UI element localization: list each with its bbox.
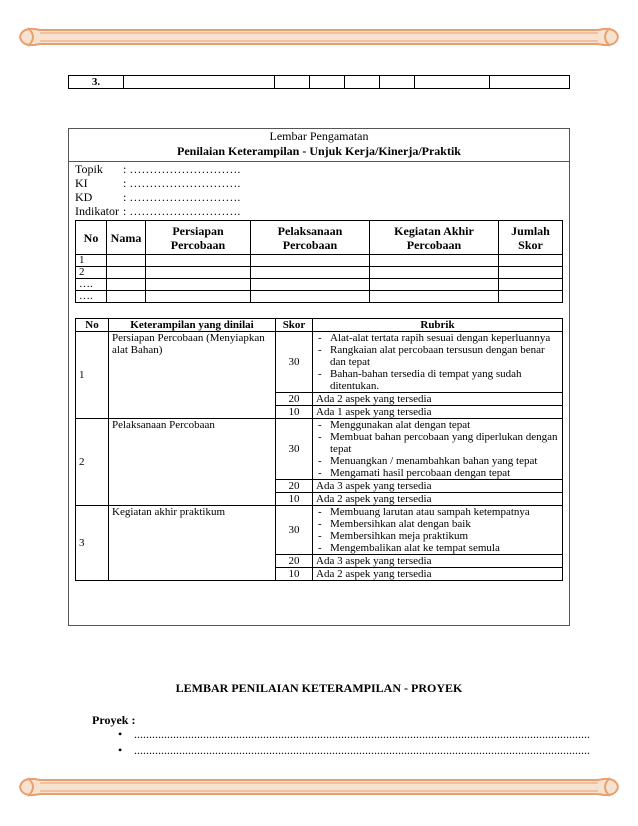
rubric-list: - Menggunakan alat dengan tepat - Membuat bahan percobaan yang diperlukan dengan tepat - Menuangkan / menambahkan bahan yang tepat - Mengamati hasil percobaan dengan tepat xyxy=(313,419,563,480)
field-kd: KD : ………………………. xyxy=(75,190,241,204)
row-number: 3. xyxy=(69,76,124,89)
col-no: No xyxy=(76,221,107,255)
skill-label: Pelaksanaan Percobaan xyxy=(109,419,276,506)
scroll-banner-bottom-icon xyxy=(18,772,620,802)
scroll-banner-top-icon xyxy=(18,22,620,52)
col-pelaksanaan: Pelaksanaan Percobaan xyxy=(251,221,370,255)
rubric-row: 1 Persiapan Percobaan (Menyiapkan alat Bahan) 30 - Alat-alat tertata rapih sesuai dengan keperluannya - Rangkaian alat percobaan tersusun dengan benar dan tepat - Bahan-bahan tersedia di tempat yang sudah ditentukan. xyxy=(76,332,563,393)
bullet-icon: • xyxy=(118,743,123,757)
rubric-row: 3 Kegiatan akhir praktikum 30 - Membuang larutan atau sampah ketempatnya - Membersihkan alat dengan baik - Membersihkan meja praktikum - Mengembalikan alat ke tempat semula xyxy=(76,506,563,555)
skill-label: Persiapan Percobaan (Menyiapkan alat Bahan) xyxy=(109,332,276,419)
col-keterampilan: Keterampilan yang dinilai xyxy=(109,319,276,332)
rubric-list: - Alat-alat tertata rapih sesuai dengan keperluannya - Rangkaian alat percobaan tersusun dengan benar dan tepat - Bahan-bahan tersedia di tempat yang sudah ditentukan. xyxy=(313,332,563,393)
col-skor: Skor xyxy=(276,319,313,332)
field-indikator: Indikator : ………………………. xyxy=(75,204,241,218)
project-sheet-title: LEMBAR PENILAIAN KETERAMPILAN - PROYEK xyxy=(175,681,463,695)
col-jumlah: Jumlah Skor xyxy=(499,221,563,255)
col-persiapan: Persiapan Percobaan xyxy=(146,221,251,255)
table-row: 1 xyxy=(76,255,563,267)
sheet-title: Lembar Pengamatan xyxy=(269,129,369,143)
rubric-list: - Membuang larutan atau sampah ketempatnya - Membersihkan alat dengan baik - Membersihkan meja praktikum - Mengembalikan alat ke tempat semula xyxy=(313,506,563,555)
table-row: …. xyxy=(76,291,563,303)
col-rubrik: Rubrik xyxy=(313,319,563,332)
project-line-2: • ........................................................................................................................................................ xyxy=(118,743,590,757)
sheet-subtitle: Penilaian Keterampilan - Unjuk Kerja/Kinerja/Praktik xyxy=(177,144,461,158)
field-ki: KI : ………………………. xyxy=(75,176,241,190)
sheet-fields xyxy=(75,162,240,218)
sheet-header xyxy=(69,129,569,162)
previous-table-row xyxy=(68,75,570,89)
project-label: Proyek : xyxy=(92,713,136,727)
score-table xyxy=(75,220,563,303)
col-no: No xyxy=(76,319,109,332)
skill-label: Kegiatan akhir praktikum xyxy=(109,506,276,581)
bullet-icon: • xyxy=(118,727,123,741)
table-row: …. xyxy=(76,279,563,291)
project-line-1: • ........................................................................................................................................................ xyxy=(118,727,590,741)
rubric-table: No Keterampilan yang dinilai Skor Rubrik 1 Persiapan Percobaan (Menyiapkan alat Bahan) 30 - Alat-alat tertata rapih sesuai dengan keperluannya - Rangkaian alat percobaan tersusun dengan benar dan tepat - Bahan-bahan tersedia di tempat yang sudah ditentukan. 20 Ada 2 aspek yang tersedia 10 Ada 1 aspek yang tersedia 2 Pelaksanaan Percobaan 30 - Menggunakan alat dengan tepat - Membuat bahan percobaan yang diperlukan dengan tepat - Menuangkan / menambahkan bahan yang tepat - Mengamati hasil percobaan dengan tepat 20 Ada 3 aspek yang tersedia 10 Ada 2 aspek yang tersedia 3 Kegiatan akhir praktikum 30 - Membuang larutan atau sampah ketempatnya - Membersihkan alat dengan baik - Membersihkan meja praktikum - Mengembalikan alat ke tempat semula 20 Ada 3 aspek yang tersedia 10 Ada 2 aspek yang tersedia xyxy=(75,318,563,581)
rubric-row: 2 Pelaksanaan Percobaan 30 - Menggunakan alat dengan tepat - Membuat bahan percobaan yang diperlukan dengan tepat - Menuangkan / menambahkan bahan yang tepat - Mengamati hasil percobaan dengan tepat xyxy=(76,419,563,480)
field-topik: Topik : ………………………. xyxy=(75,162,241,176)
observation-sheet xyxy=(68,128,570,626)
col-nama: Nama xyxy=(107,221,146,255)
col-kegiatan: Kegiatan Akhir Percobaan xyxy=(370,221,499,255)
table-row: 2 xyxy=(76,267,563,279)
